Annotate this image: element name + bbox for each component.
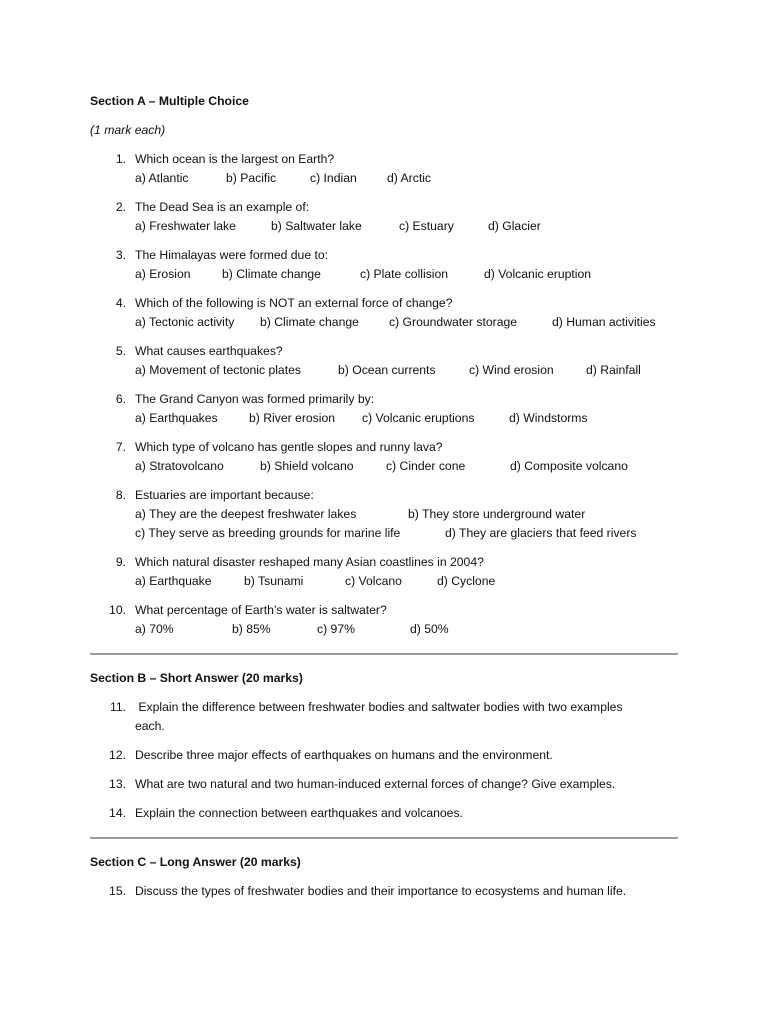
question-number: 15.	[109, 884, 126, 898]
question-number: 1.	[115, 152, 126, 166]
question-number: 3.	[115, 248, 126, 262]
question-text: What percentage of Earth’s water is saltwater?	[135, 603, 387, 617]
option-a: a) 70%	[135, 622, 174, 636]
option-c: c) Plate collision	[360, 267, 449, 281]
question-number: 2.	[115, 200, 126, 214]
question-12	[90, 746, 680, 765]
option-d: d) Composite volcano	[510, 459, 628, 473]
option-d: d) Volcanic eruption	[484, 267, 592, 281]
option-d: d) Windstorms	[509, 411, 588, 425]
question-10	[90, 601, 680, 639]
option-d: d) They are glaciers that feed rivers	[445, 526, 637, 540]
question-number: 9.	[115, 555, 126, 569]
option-a: a) Tectonic activity	[135, 315, 235, 329]
section-c-questions	[90, 882, 680, 901]
options-row	[135, 457, 680, 476]
section-a-title: Section A – Multiple Choice	[90, 94, 249, 108]
question-number: 7.	[115, 440, 126, 454]
options-row	[135, 265, 680, 284]
option-c: c) Indian	[310, 171, 357, 185]
options-row	[135, 313, 680, 332]
section-a-note: (1 mark each)	[90, 123, 166, 137]
question-text: Which type of volcano has gentle slopes and runny lava?	[135, 440, 443, 454]
question-11	[90, 698, 680, 736]
options-row	[135, 409, 680, 428]
question-text: Discuss the types of freshwater bodies and their importance to ecosystems and human life.	[135, 884, 627, 898]
option-a: a) Atlantic	[135, 171, 189, 185]
question-7	[90, 438, 680, 476]
question-text: Which of the following is NOT an external force of change?	[135, 296, 453, 310]
options-row	[135, 505, 680, 524]
option-d: d) 50%	[410, 622, 449, 636]
option-b: b) Ocean currents	[338, 363, 436, 377]
question-number: 6.	[115, 392, 126, 406]
option-b: b) Climate change	[260, 315, 359, 329]
question-14	[90, 804, 680, 823]
question-number: 8.	[115, 488, 126, 502]
option-b: b) River erosion	[249, 411, 336, 425]
section-a-questions	[90, 150, 680, 639]
options-row	[135, 572, 680, 591]
question-3	[90, 246, 680, 284]
question-text: Explain the connection between earthquakes and volcanoes.	[135, 806, 463, 820]
question-text: The Himalayas were formed due to:	[135, 248, 329, 262]
question-number: 10.	[109, 603, 126, 617]
question-number: 14.	[109, 806, 126, 820]
question-number: 11.	[109, 700, 126, 714]
question-5	[90, 342, 680, 380]
question-number: 12.	[109, 748, 126, 762]
option-c: c) 97%	[317, 622, 355, 636]
option-c: c) Wind erosion	[469, 363, 554, 377]
question-1	[90, 150, 680, 188]
question-9	[90, 553, 680, 591]
option-d: d) Cyclone	[437, 574, 496, 588]
question-text: Describe three major effects of earthquakes on humans and the environment.	[135, 748, 553, 762]
question-text: Explain the difference between freshwater bodies and saltwater bodies with two examples each.	[135, 700, 626, 733]
options-row	[135, 620, 680, 639]
option-c: c) Volcanic eruptions	[362, 411, 475, 425]
question-number: 4.	[115, 296, 126, 310]
question-4	[90, 294, 680, 332]
option-a: a) Movement of tectonic plates	[135, 363, 301, 377]
question-text: The Dead Sea is an example of:	[135, 200, 310, 214]
option-b: b) Saltwater lake	[271, 219, 362, 233]
option-b: b) 85%	[232, 622, 271, 636]
question-2	[90, 198, 680, 236]
option-a: a) They are the deepest freshwater lakes	[135, 507, 357, 521]
section-c-title: Section C – Long Answer (20 marks)	[90, 855, 301, 869]
question-6	[90, 390, 680, 428]
question-text: Which ocean is the largest on Earth?	[135, 152, 335, 166]
option-d: d) Glacier	[488, 219, 541, 233]
question-number: 13.	[109, 777, 126, 791]
options-row	[135, 169, 680, 188]
question-text: Which natural disaster reshaped many Asian coastlines in 2004?	[135, 555, 484, 569]
option-a: a) Stratovolcano	[135, 459, 224, 473]
question-text: What are two natural and two human-induced external forces of change? Give examples.	[135, 777, 616, 791]
section-divider	[90, 653, 678, 655]
option-d: d) Arctic	[387, 171, 432, 185]
worksheet-page	[90, 92, 680, 901]
options-row	[135, 524, 680, 543]
question-text: Estuaries are important because:	[135, 488, 314, 502]
section-divider	[90, 837, 678, 839]
question-text: What causes earthquakes?	[135, 344, 283, 358]
section-b-title: Section B – Short Answer (20 marks)	[90, 671, 303, 685]
options-row	[135, 361, 680, 380]
option-b: b) Pacific	[226, 171, 277, 185]
option-b: b) Shield volcano	[260, 459, 354, 473]
option-d: d) Rainfall	[586, 363, 641, 377]
question-13	[90, 775, 680, 794]
question-15	[90, 882, 680, 901]
option-a: a) Earthquakes	[135, 411, 218, 425]
options-row	[135, 217, 680, 236]
option-b: b) Tsunami	[244, 574, 304, 588]
question-text: The Grand Canyon was formed primarily by:	[135, 392, 375, 406]
question-8	[90, 486, 680, 543]
question-number: 5.	[115, 344, 126, 358]
option-b: b) Climate change	[222, 267, 321, 281]
option-c: c) Estuary	[399, 219, 454, 233]
section-b-questions	[90, 698, 680, 823]
option-c: c) Cinder cone	[386, 459, 466, 473]
option-b: b) They store underground water	[408, 507, 586, 521]
option-c: c) Volcano	[345, 574, 402, 588]
option-a: a) Earthquake	[135, 574, 212, 588]
option-a: a) Erosion	[135, 267, 191, 281]
option-c: c) They serve as breeding grounds for marine life	[135, 526, 401, 540]
option-a: a) Freshwater lake	[135, 219, 236, 233]
option-d: d) Human activities	[552, 315, 656, 329]
option-c: c) Groundwater storage	[389, 315, 518, 329]
